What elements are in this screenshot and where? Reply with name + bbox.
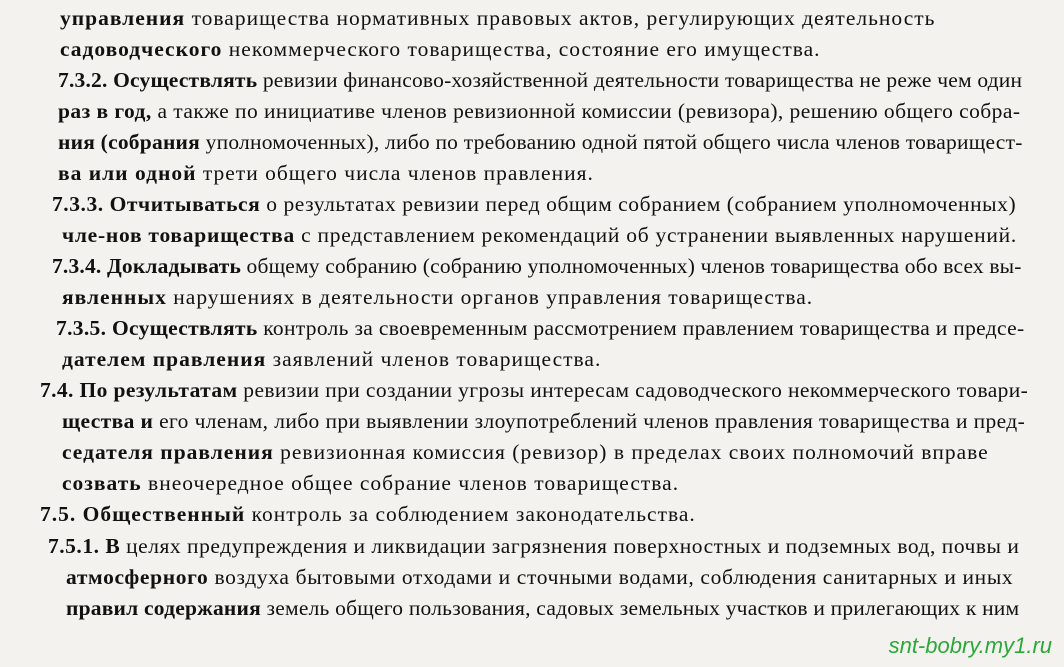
text-fragment: общему собранию (собранию уполномоченных) членов товарищества обо всех вы- — [241, 254, 1022, 278]
text-fragment: ревизии финансово-хозяйственной деятельности товарищества не реже чем один — [257, 68, 1023, 92]
bold-fragment: ния (собрания — [58, 130, 201, 154]
text-fragment: а также по инициативе членов ревизионной комиссии (ревизора), решению общего собра- — [151, 99, 1021, 123]
text-line-5 — [58, 128, 1023, 156]
text-fragment: контроль за своевременным рассмотрением правлением товарищества и предсе- — [257, 316, 1025, 340]
text-line-6 — [58, 159, 594, 187]
text-line-13 — [40, 376, 1028, 404]
text-fragment: целях предупреждения и ликвидации загрязнения поверхностных и подземных вод, почвы и — [120, 534, 1020, 558]
bold-fragment: садоводческого — [60, 37, 223, 61]
text-line-11 — [56, 314, 1024, 342]
text-fragment: ревизии при создании угрозы интересам садоводческого некоммерческого товари- — [237, 378, 1029, 402]
text-line-14 — [62, 407, 1025, 435]
bold-fragment: 7.5.1. В — [48, 534, 121, 558]
bold-fragment: щества и — [62, 409, 154, 433]
text-fragment: земель общего пользования, садовых земельных участков и прилегающих к ним — [260, 596, 1020, 620]
text-fragment: его членам, либо при выявлении злоупотреблений членов правления товарищества и пред- — [153, 409, 1026, 433]
text-line-9 — [52, 252, 1022, 280]
bold-fragment: раз в год, — [58, 99, 152, 123]
text-line-19 — [66, 563, 1013, 591]
bold-fragment: чле-нов товарищества — [62, 223, 295, 247]
text-fragment: уполномоченных), либо по требованию одной пятой общего числа членов товарищест- — [200, 130, 1023, 154]
text-line-4 — [58, 97, 1020, 125]
text-fragment: заявлений членов товарищества. — [266, 347, 602, 371]
text-fragment: воздуха бытовыми отходами и сточными водами, соблюдения санитарных и иных — [208, 565, 1014, 589]
text-line-16 — [62, 469, 679, 497]
bold-fragment: 7.3.4. Докладывать — [52, 254, 241, 278]
bold-fragment: ва или одной — [58, 161, 197, 185]
bold-fragment: управления — [60, 6, 186, 30]
bold-fragment: 7.3.2. Осуществлять — [58, 68, 258, 92]
text-fragment: товарищества нормативных правовых актов, регулирующих деятельность — [185, 6, 936, 30]
bold-fragment: созвать — [62, 471, 142, 495]
bold-fragment: 7.5. Общественный — [40, 502, 246, 526]
text-fragment: ревизионная комиссия (ревизор) в пределах своих полномочий вправе — [273, 440, 989, 464]
bold-fragment: правил содержания — [66, 596, 261, 620]
bold-fragment: атмосферного — [66, 565, 209, 589]
text-line-3 — [58, 66, 1022, 94]
text-line-15 — [62, 438, 989, 466]
bold-fragment: 7.3.3. Отчитываться — [52, 192, 261, 216]
text-line-2 — [60, 35, 821, 63]
text-line-12 — [62, 345, 601, 373]
bold-fragment: 7.3.5. Осуществлять — [56, 316, 258, 340]
text-fragment: некоммерческого товарищества, состояние его имущества. — [222, 37, 821, 61]
text-fragment: с представлением рекомендаций об устранении выявленных нарушений. — [294, 223, 1017, 247]
text-fragment: внеочередное общее собрание членов товарищества. — [141, 471, 680, 495]
bold-fragment: дателем правления — [62, 347, 267, 371]
text-fragment: трети общего числа членов правления. — [196, 161, 594, 185]
bold-fragment: явленных — [62, 285, 167, 309]
text-fragment: контроль за соблюдением законодательства. — [245, 502, 696, 526]
site-watermark: snt-bobry.my1.ru — [888, 633, 1052, 658]
text-line-18 — [48, 532, 1019, 560]
text-line-7 — [52, 190, 1016, 218]
text-fragment: о результатах ревизии перед общим собранием (собранием уполномоченных) — [260, 192, 1017, 216]
bold-fragment: 7.4. По результатам — [40, 378, 238, 402]
text-line-1 — [60, 4, 935, 32]
bold-fragment: седателя правления — [62, 440, 274, 464]
text-line-10 — [62, 283, 813, 311]
text-line-17 — [40, 500, 696, 528]
text-line-8 — [62, 221, 1017, 249]
text-line-20 — [66, 594, 1019, 622]
text-fragment: нарушениях в деятельности органов управления товарищества. — [166, 285, 814, 309]
